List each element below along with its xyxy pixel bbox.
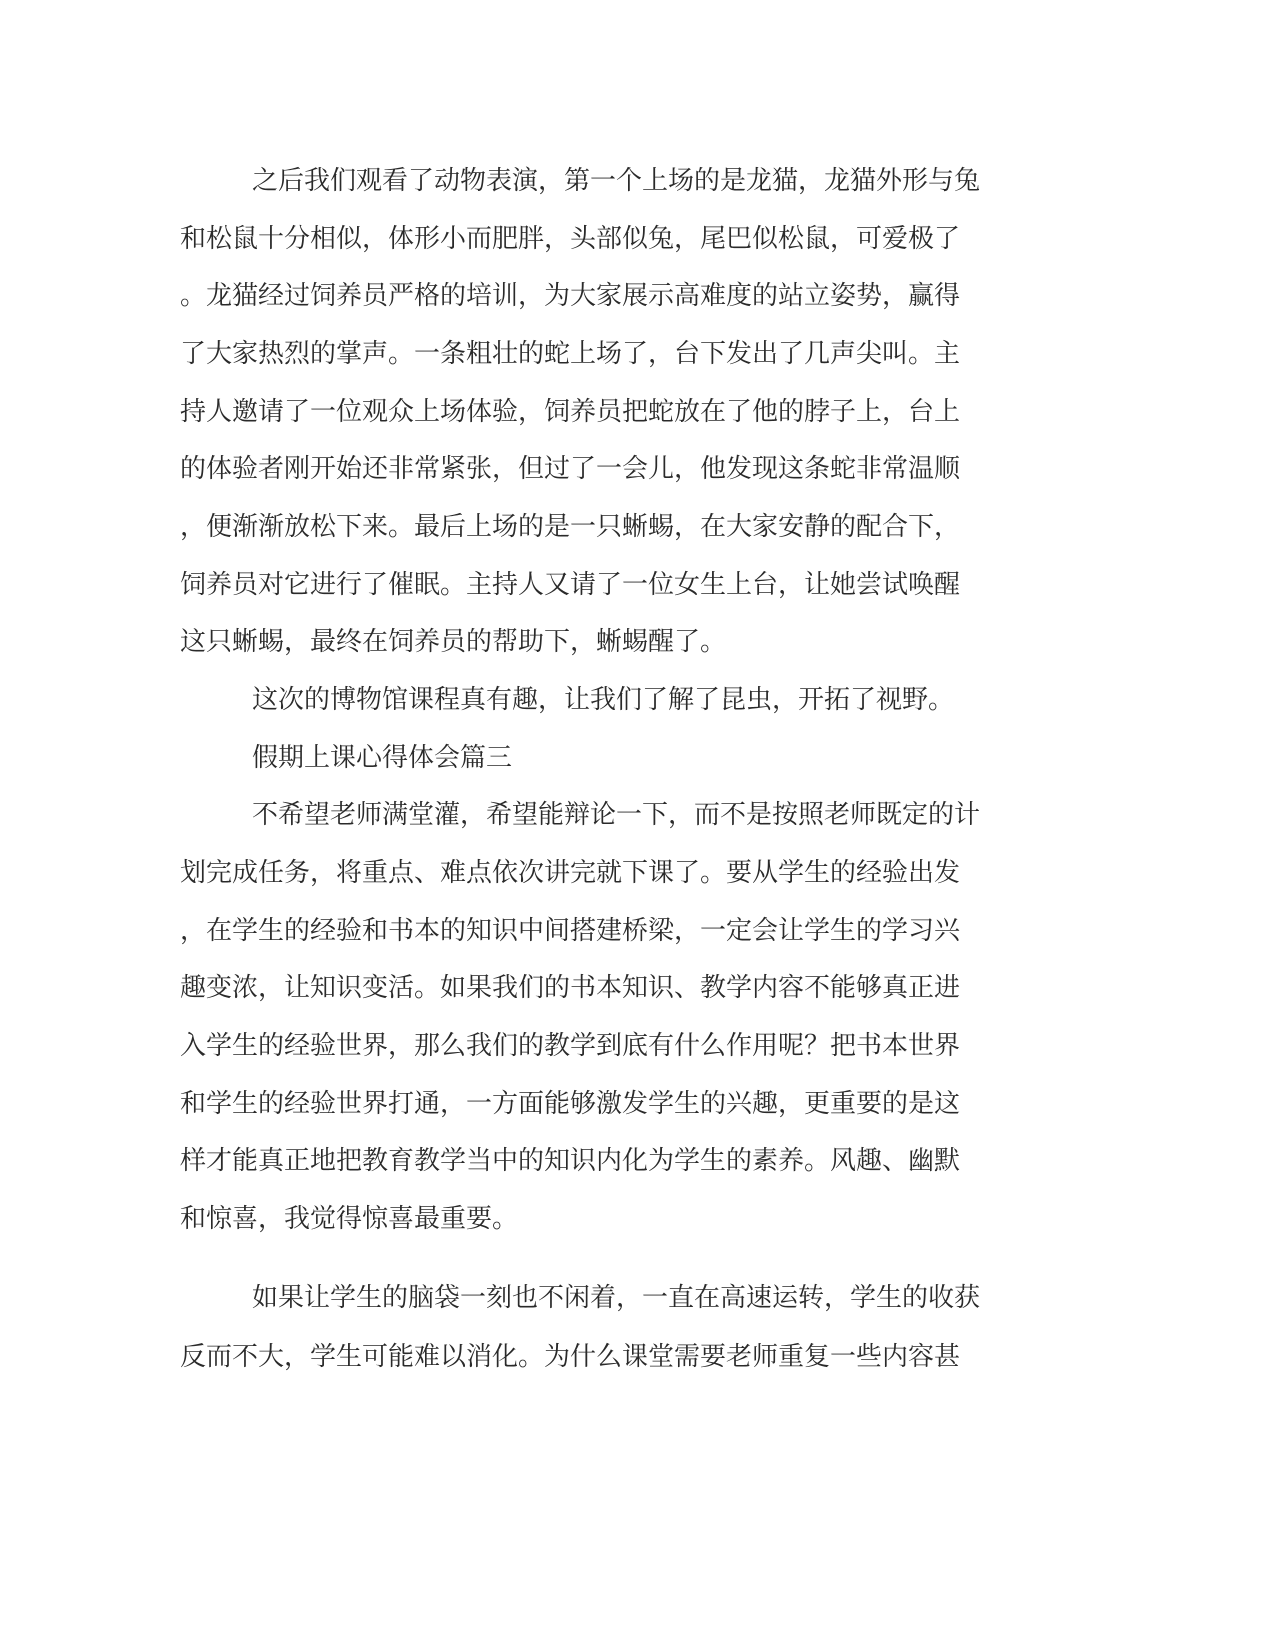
paragraph-3-line-3: ，在学生的经验和书本的知识中间搭建桥梁，一定会让学生的学习兴: [180, 916, 961, 946]
paragraph-1-line-1: 之后我们观看了动物表演，第一个上场的是龙猫，龙猫外形与兔: [252, 166, 981, 196]
paragraph-3-line-5: 入学生的经验世界，那么我们的教学到底有什么作用呢？把书本世界: [180, 1031, 961, 1061]
paragraph-3-line-4: 趣变浓，让知识变活。如果我们的书本知识、教学内容不能够真正进: [180, 973, 961, 1003]
section-heading: 假期上课心得体会篇三: [252, 743, 513, 773]
paragraph-1-line-2: 和松鼠十分相似，体形小而肥胖，头部似兔，尾巴似松鼠，可爱极了: [180, 224, 961, 254]
paragraph-4-line-1: 如果让学生的脑袋一刻也不闲着，一直在高速运转，学生的收获: [252, 1283, 981, 1313]
paragraph-3-line-6: 和学生的经验世界打通，一方面能够激发学生的兴趣，更重要的是这: [180, 1089, 961, 1119]
paragraph-3-line-8: 和惊喜，我觉得惊喜最重要。: [180, 1204, 519, 1234]
paragraph-3-line-2: 划完成任务，将重点、难点依次讲完就下课了。要从学生的经验出发: [180, 858, 961, 888]
paragraph-4-line-2: 反而不大，学生可能难以消化。为什么课堂需要老师重复一些内容甚: [180, 1342, 961, 1372]
paragraph-1-line-9: 这只蜥蜴，最终在饲养员的帮助下，蜥蜴醒了。: [180, 627, 727, 657]
paragraph-1-line-4: 了大家热烈的掌声。一条粗壮的蛇上场了，台下发出了几声尖叫。主: [180, 339, 961, 369]
paragraph-1-line-5: 持人邀请了一位观众上场体验，饲养员把蛇放在了他的脖子上，台上: [180, 397, 961, 427]
paragraph-1-line-3: 。龙猫经过饲养员严格的培训，为大家展示高难度的站立姿势，赢得: [180, 281, 961, 311]
paragraph-3-line-1: 不希望老师满堂灌，希望能辩论一下，而不是按照老师既定的计: [252, 800, 981, 830]
paragraph-2-line-1: 这次的博物馆课程真有趣，让我们了解了昆虫，开拓了视野。: [252, 685, 955, 715]
paragraph-1-line-7: ，便渐渐放松下来。最后上场的是一只蜥蜴，在大家安静的配合下，: [180, 512, 961, 542]
paragraph-1-line-8: 饲养员对它进行了催眠。主持人又请了一位女生上台，让她尝试唤醒: [180, 570, 961, 600]
paragraph-1-line-6: 的体验者刚开始还非常紧张，但过了一会儿，他发现这条蛇非常温顺: [180, 454, 961, 484]
paragraph-3-line-7: 样才能真正地把教育教学当中的知识内化为学生的素养。风趣、幽默: [180, 1146, 961, 1176]
